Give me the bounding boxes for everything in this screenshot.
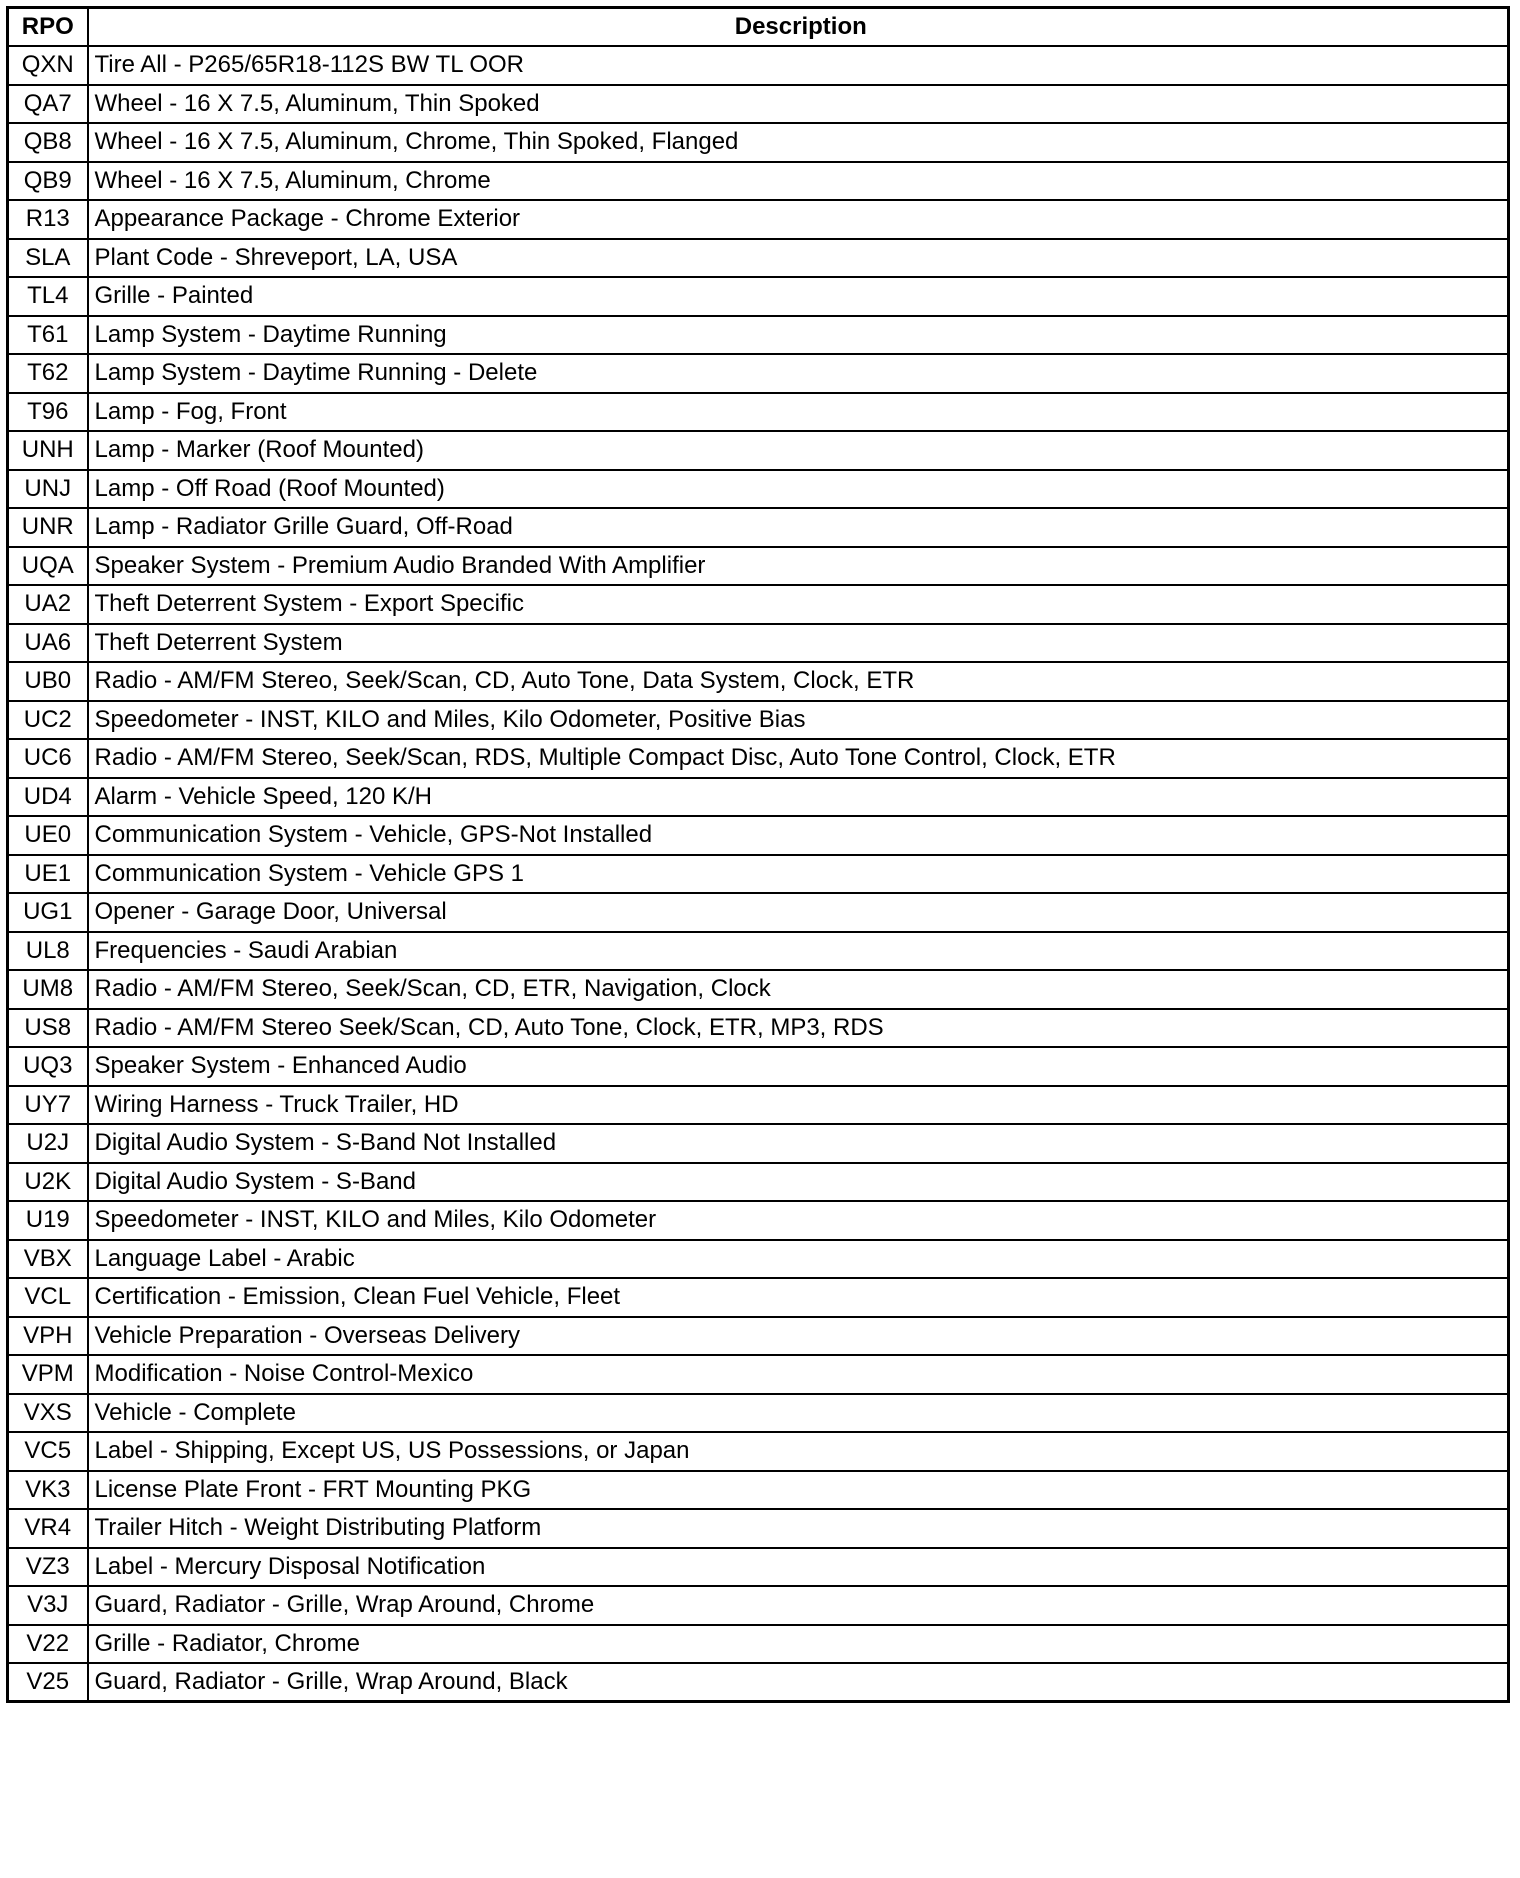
- rpo-code-cell: UE0: [8, 816, 88, 855]
- table-row: [8, 624, 1509, 663]
- rpo-code-cell: TL4: [8, 277, 88, 316]
- description-cell: Lamp - Radiator Grille Guard, Off-Road: [88, 508, 1509, 547]
- rpo-code-cell: VR4: [8, 1509, 88, 1548]
- table-row: [8, 316, 1509, 355]
- rpo-code-cell: US8: [8, 1009, 88, 1048]
- description-cell: Lamp System - Daytime Running - Delete: [88, 354, 1509, 393]
- table-row: [8, 970, 1509, 1009]
- rpo-code-cell: VXS: [8, 1394, 88, 1433]
- description-cell: Lamp - Marker (Roof Mounted): [88, 431, 1509, 470]
- description-cell: Label - Shipping, Except US, US Possessions, or Japan: [88, 1432, 1509, 1471]
- table-row: [8, 1009, 1509, 1048]
- rpo-code-cell: V3J: [8, 1586, 88, 1625]
- rpo-code-cell: UQA: [8, 547, 88, 586]
- table-row: [8, 162, 1509, 201]
- description-cell: Vehicle Preparation - Overseas Delivery: [88, 1317, 1509, 1356]
- table-body: [8, 46, 1509, 1702]
- table-row: [8, 123, 1509, 162]
- description-cell: Digital Audio System - S-Band: [88, 1163, 1509, 1202]
- table-row: [8, 431, 1509, 470]
- rpo-code-cell: UC6: [8, 739, 88, 778]
- table-row: [8, 46, 1509, 85]
- rpo-code-cell: VZ3: [8, 1548, 88, 1587]
- table-row: [8, 1201, 1509, 1240]
- table-row: [8, 1317, 1509, 1356]
- description-cell: License Plate Front - FRT Mounting PKG: [88, 1471, 1509, 1510]
- description-cell: Radio - AM/FM Stereo Seek/Scan, CD, Auto Tone, Clock, ETR, MP3, RDS: [88, 1009, 1509, 1048]
- rpo-code-cell: U2J: [8, 1124, 88, 1163]
- rpo-code-cell: UB0: [8, 662, 88, 701]
- description-cell: Guard, Radiator - Grille, Wrap Around, Black: [88, 1663, 1509, 1702]
- description-cell: Language Label - Arabic: [88, 1240, 1509, 1279]
- rpo-code-cell: UNR: [8, 508, 88, 547]
- rpo-code-cell: VCL: [8, 1278, 88, 1317]
- table-row: [8, 1548, 1509, 1587]
- table-row: [8, 1163, 1509, 1202]
- rpo-code-cell: VK3: [8, 1471, 88, 1510]
- rpo-code-cell: UE1: [8, 855, 88, 894]
- table-row: [8, 816, 1509, 855]
- table-row: [8, 1586, 1509, 1625]
- table-row: [8, 200, 1509, 239]
- description-cell: Trailer Hitch - Weight Distributing Platform: [88, 1509, 1509, 1548]
- table-row: [8, 855, 1509, 894]
- rpo-code-cell: UQ3: [8, 1047, 88, 1086]
- description-cell: Opener - Garage Door, Universal: [88, 893, 1509, 932]
- rpo-code-cell: U19: [8, 1201, 88, 1240]
- table-row: [8, 470, 1509, 509]
- description-cell: Speaker System - Enhanced Audio: [88, 1047, 1509, 1086]
- column-header-rpo: RPO: [8, 8, 88, 47]
- table-row: [8, 354, 1509, 393]
- description-cell: Certification - Emission, Clean Fuel Vehicle, Fleet: [88, 1278, 1509, 1317]
- column-header-description: Description: [88, 8, 1509, 47]
- description-cell: Speaker System - Premium Audio Branded With Amplifier: [88, 547, 1509, 586]
- description-cell: Wheel - 16 X 7.5, Aluminum, Thin Spoked: [88, 85, 1509, 124]
- description-cell: Lamp - Off Road (Roof Mounted): [88, 470, 1509, 509]
- table-row: [8, 739, 1509, 778]
- rpo-code-cell: VPM: [8, 1355, 88, 1394]
- rpo-code-cell: UA2: [8, 585, 88, 624]
- table-row: [8, 778, 1509, 817]
- rpo-code-cell: VC5: [8, 1432, 88, 1471]
- table-row: [8, 1355, 1509, 1394]
- description-cell: Communication System - Vehicle GPS 1: [88, 855, 1509, 894]
- description-cell: Speedometer - INST, KILO and Miles, Kilo Odometer: [88, 1201, 1509, 1240]
- table-row: [8, 1509, 1509, 1548]
- description-cell: Lamp - Fog, Front: [88, 393, 1509, 432]
- header-row: [8, 8, 1509, 47]
- table-row: [8, 1278, 1509, 1317]
- rpo-code-cell: UM8: [8, 970, 88, 1009]
- table-row: [8, 508, 1509, 547]
- description-cell: Appearance Package - Chrome Exterior: [88, 200, 1509, 239]
- table-row: [8, 85, 1509, 124]
- rpo-code-cell: UG1: [8, 893, 88, 932]
- description-cell: Wheel - 16 X 7.5, Aluminum, Chrome: [88, 162, 1509, 201]
- description-cell: Wheel - 16 X 7.5, Aluminum, Chrome, Thin Spoked, Flanged: [88, 123, 1509, 162]
- rpo-table: [6, 6, 1510, 1703]
- description-cell: Guard, Radiator - Grille, Wrap Around, Chrome: [88, 1586, 1509, 1625]
- table-row: [8, 1047, 1509, 1086]
- table-row: [8, 277, 1509, 316]
- table-header: [8, 8, 1509, 47]
- rpo-code-cell: UD4: [8, 778, 88, 817]
- description-cell: Speedometer - INST, KILO and Miles, Kilo Odometer, Positive Bias: [88, 701, 1509, 740]
- description-cell: Radio - AM/FM Stereo, Seek/Scan, CD, Auto Tone, Data System, Clock, ETR: [88, 662, 1509, 701]
- table-row: [8, 932, 1509, 971]
- description-cell: Radio - AM/FM Stereo, Seek/Scan, RDS, Multiple Compact Disc, Auto Tone Control, Clock, ETR: [88, 739, 1509, 778]
- rpo-code-cell: UA6: [8, 624, 88, 663]
- rpo-code-cell: SLA: [8, 239, 88, 278]
- rpo-code-cell: UNH: [8, 431, 88, 470]
- table-row: [8, 1124, 1509, 1163]
- table-row: [8, 1471, 1509, 1510]
- rpo-code-cell: QB9: [8, 162, 88, 201]
- table-row: [8, 239, 1509, 278]
- table-row: [8, 1086, 1509, 1125]
- description-cell: Lamp System - Daytime Running: [88, 316, 1509, 355]
- description-cell: Modification - Noise Control-Mexico: [88, 1355, 1509, 1394]
- description-cell: Radio - AM/FM Stereo, Seek/Scan, CD, ETR, Navigation, Clock: [88, 970, 1509, 1009]
- rpo-code-cell: VPH: [8, 1317, 88, 1356]
- rpo-code-cell: QA7: [8, 85, 88, 124]
- description-cell: Wiring Harness - Truck Trailer, HD: [88, 1086, 1509, 1125]
- table-row: [8, 1240, 1509, 1279]
- description-cell: Alarm - Vehicle Speed, 120 K/H: [88, 778, 1509, 817]
- table-row: [8, 1432, 1509, 1471]
- description-cell: Vehicle - Complete: [88, 1394, 1509, 1433]
- rpo-code-cell: UNJ: [8, 470, 88, 509]
- rpo-code-cell: QXN: [8, 46, 88, 85]
- description-cell: Digital Audio System - S-Band Not Installed: [88, 1124, 1509, 1163]
- table-row: [8, 893, 1509, 932]
- description-cell: Frequencies - Saudi Arabian: [88, 932, 1509, 971]
- table-row: [8, 701, 1509, 740]
- table-row: [8, 1394, 1509, 1433]
- rpo-code-cell: UL8: [8, 932, 88, 971]
- rpo-code-cell: U2K: [8, 1163, 88, 1202]
- rpo-code-cell: T96: [8, 393, 88, 432]
- table-row: [8, 585, 1509, 624]
- rpo-code-cell: T62: [8, 354, 88, 393]
- rpo-code-cell: V25: [8, 1663, 88, 1702]
- description-cell: Theft Deterrent System - Export Specific: [88, 585, 1509, 624]
- rpo-code-cell: VBX: [8, 1240, 88, 1279]
- rpo-code-cell: R13: [8, 200, 88, 239]
- rpo-code-cell: QB8: [8, 123, 88, 162]
- description-cell: Grille - Radiator, Chrome: [88, 1625, 1509, 1664]
- description-cell: Plant Code - Shreveport, LA, USA: [88, 239, 1509, 278]
- rpo-code-cell: UC2: [8, 701, 88, 740]
- description-cell: Theft Deterrent System: [88, 624, 1509, 663]
- table-row: [8, 662, 1509, 701]
- table-row: [8, 547, 1509, 586]
- table-row: [8, 393, 1509, 432]
- rpo-code-cell: V22: [8, 1625, 88, 1664]
- rpo-code-cell: T61: [8, 316, 88, 355]
- table-row: [8, 1625, 1509, 1664]
- description-cell: Grille - Painted: [88, 277, 1509, 316]
- description-cell: Label - Mercury Disposal Notification: [88, 1548, 1509, 1587]
- description-cell: Tire All - P265/65R18-112S BW TL OOR: [88, 46, 1509, 85]
- table-row: [8, 1663, 1509, 1702]
- description-cell: Communication System - Vehicle, GPS-Not Installed: [88, 816, 1509, 855]
- rpo-code-cell: UY7: [8, 1086, 88, 1125]
